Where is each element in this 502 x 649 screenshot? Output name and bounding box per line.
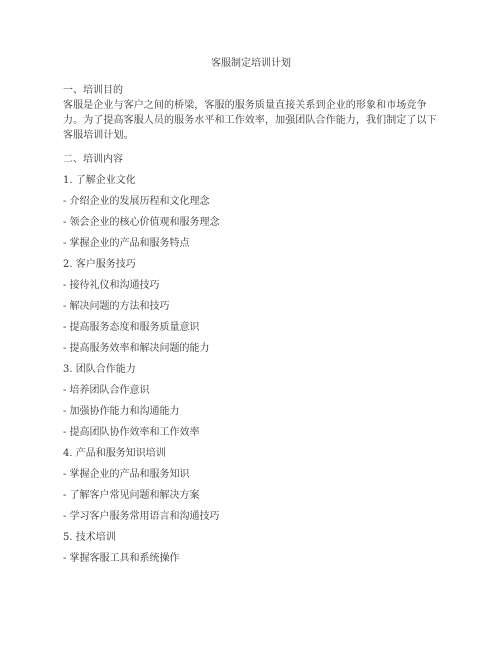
list-item: - 提高服务态度和服务质量意识 bbox=[63, 322, 200, 333]
list-item: 5. 技术培训 bbox=[63, 532, 116, 543]
list-item: 2. 客户服务技巧 bbox=[63, 259, 136, 270]
list-item: - 介绍企业的发展历程和文化理念 bbox=[63, 196, 210, 207]
list-item: 3. 团队合作能力 bbox=[63, 364, 136, 375]
list-item: - 提高团队协作效率和工作效率 bbox=[63, 427, 200, 438]
list-item: - 提高服务效率和解决问题的能力 bbox=[63, 343, 210, 354]
list-item: - 培养团队合作意识 bbox=[63, 385, 150, 396]
list-item: - 领会企业的核心价值观和服务理念 bbox=[63, 217, 220, 228]
section-heading-content: 二、培训内容 bbox=[63, 154, 123, 165]
list-item: - 学习客户服务常用语言和沟通技巧 bbox=[63, 511, 220, 522]
list-item: - 掌握企业的产品和服务特点 bbox=[63, 238, 190, 249]
list-item: - 了解客户常见问题和解决方案 bbox=[63, 490, 200, 501]
list-item: - 掌握客服工具和系统操作 bbox=[63, 553, 180, 564]
list-item: 1. 了解企业文化 bbox=[63, 175, 136, 186]
list-item: - 解决问题的方法和技巧 bbox=[63, 301, 170, 312]
purpose-paragraph: 客服是企业与客户之间的桥梁，客服的服务质量直接关系到企业的形象和市场竞争力。为了提高客服人员的服务水平和工作效率，加强团队合作能力，我们制定了以下客服培训计划。 bbox=[63, 100, 437, 141]
list-item: - 接待礼仪和沟通技巧 bbox=[63, 280, 160, 291]
section-heading-purpose: 一、培训目的 bbox=[63, 85, 123, 96]
list-item: 4. 产品和服务知识培训 bbox=[63, 448, 166, 459]
list-item: - 加强协作能力和沟通能力 bbox=[63, 406, 180, 417]
list-item: - 掌握企业的产品和服务知识 bbox=[63, 469, 190, 480]
document-title: 客服制定培训计划 bbox=[211, 58, 291, 69]
